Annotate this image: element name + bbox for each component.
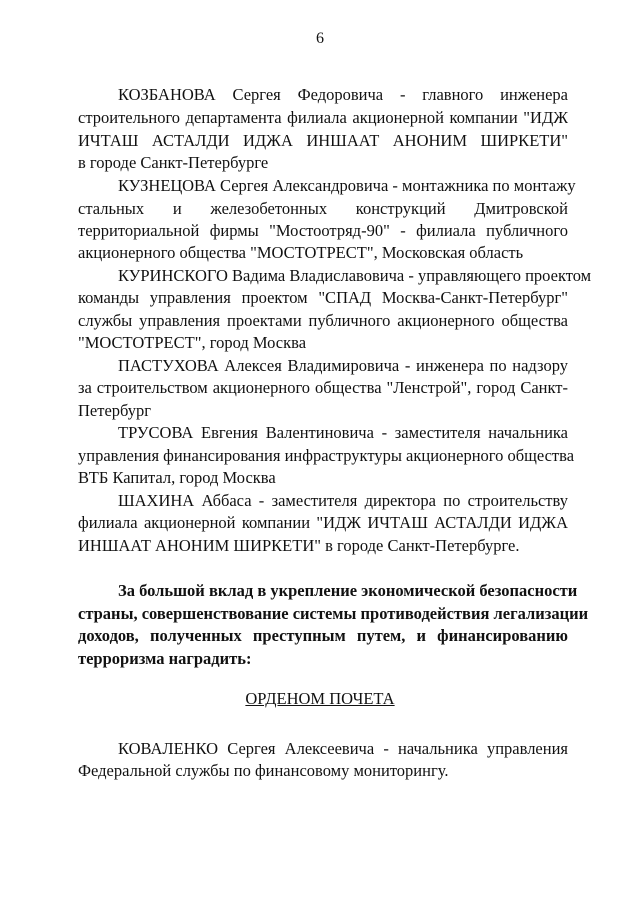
text-line: КОЗБАНОВА Сергея Федоровича - главного инженера	[118, 85, 568, 104]
text-line: Петербург	[78, 401, 152, 420]
text-line: филиала акционерной компании "ИДЖ ИЧТАШ АСТАЛДИ ИДЖА	[78, 513, 568, 532]
text-line: в городе Санкт-Петербурге	[78, 153, 269, 172]
text-line: ТРУСОВА Евгения Валентиновича - заместителя начальника	[118, 423, 568, 442]
text-line: ШАХИНА Аббаса - заместителя директора по строительству	[118, 491, 568, 510]
decree-line: За большой вклад в укрепление экономической безопасности	[118, 581, 578, 600]
text-line: акционерного общества "МОСТОТРЕСТ", Московская область	[78, 243, 524, 262]
text-line: строительного департамента филиала акционерной компании "ИДЖ	[78, 108, 568, 127]
text-line: команды управления проектом "СПАД Москва-Санкт-Петербург"	[78, 288, 568, 307]
text-line: Федеральной службы по финансовому мониторингу.	[78, 761, 449, 780]
text-line: управления финансирования инфраструктуры акционерного общества	[78, 446, 575, 465]
text-line: ПАСТУХОВА Алексея Владимировича - инженера по надзору	[118, 356, 568, 375]
decree-line: терроризма наградить:	[78, 649, 252, 668]
decree-line: страны, совершенствование системы противодействия легализации	[78, 604, 589, 623]
text-line: КУРИНСКОГО Вадима Владиславовича - управляющего проектом	[118, 266, 592, 285]
text-line: "МОСТОТРЕСТ", город Москва	[78, 333, 307, 352]
text-line: за строительством акционерного общества "Ленстрой", город Санкт-	[78, 378, 568, 397]
text-line: КУЗНЕЦОВА Сергея Александровича - монтажника по монтажу	[118, 176, 576, 195]
decree-line: доходов, полученных преступным путем, и финансированию	[78, 626, 568, 645]
text-line: ИЧТАШ АСТАЛДИ ИДЖА ИНШААТ АНОНИМ ШИРКЕТИ"	[78, 131, 568, 150]
text-line: ВТБ Капитал, город Москва	[78, 468, 276, 487]
text-line: стальных и железобетонных конструкций Дмитровской	[78, 199, 568, 218]
award-heading: ОРДЕНОМ ПОЧЕТА	[245, 689, 395, 708]
text-line: службы управления проектами публичного акционерного общества	[78, 311, 568, 330]
text-line: КОВАЛЕНКО Сергея Алексеевича - начальника управления	[118, 739, 568, 758]
text-line: территориальной фирмы "Мостоотряд-90" - филиала публичного	[78, 221, 568, 240]
text-line: ИНШААТ АНОНИМ ШИРКЕТИ" в городе Санкт-Петербурге.	[78, 536, 520, 555]
page-number: 6	[316, 30, 324, 47]
